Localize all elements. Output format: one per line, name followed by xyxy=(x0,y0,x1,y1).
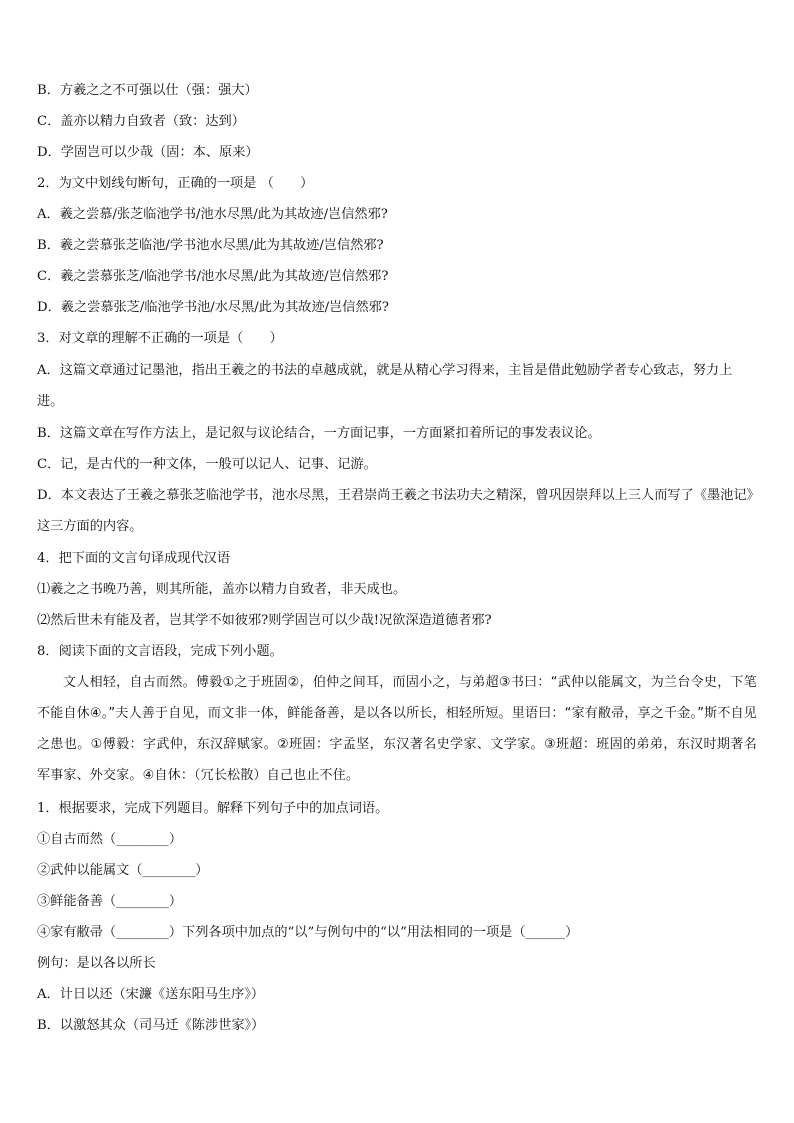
yi-option-b: B．以激怒其众（司马迁《陈涉世家》） xyxy=(37,1018,265,1033)
q3-option-a: A．这篇文章通过记墨池，指出王羲之的书法的卓越成就，就是从精心学习得来，主旨是借此勉励学者专心致志，努力上进。 xyxy=(37,363,733,409)
blank-item-3: ③鲜能备善（________） xyxy=(37,894,183,909)
q2-option-d: D．羲之尝慕张芝/临池学书池/水尽黑/此为其故迹/岂信然邪? xyxy=(37,300,389,315)
q2-option-c: C．羲之尝慕张芝/临池学书/池水尽黑/此为其故迹/岂信然邪? xyxy=(37,269,389,284)
blank-item-4: ④家有敝帚（________）下列各项中加点的“以”与例句中的“以”用法相同的一项是（______） xyxy=(37,925,579,940)
classical-passage: 文人相轻，自古而然。傅毅①之于班固②，伯仲之间耳，而固小之，与弟超③书曰：“武仲以能属文，为兰台令史，下笔不能自休④。”夫人善于自见，而文非一体，鲜能备善，是以各以所长，相轻所短。里语曰：“家有敝帚，享之千金。”斯不自见之患也。①傅毅：字武仲，东汉辞赋家。②班固：字孟坚，东汉著名史学家、文学家。③班超：班固的弟弟，东汉时期著名军事家、外交家。④自休：（冗长松散）自己也止不住。 xyxy=(37,675,757,783)
q3-option-c: C．记，是古代的一种文体，一般可以记人、记事、记游。 xyxy=(37,457,377,472)
q3-option-d: D．本文表达了王羲之慕张芝临池学书，池水尽黑，王君崇尚王羲之书法功夫之精深，曾巩因崇拜以上三人而写了《墨池记》这三方面的内容。 xyxy=(37,488,754,534)
q4-sentence-1: ⑴羲之之书晚乃善，则其所能，盖亦以精力自致者，非天成也。 xyxy=(37,582,407,597)
example-sentence: 例句：是以各以所长 xyxy=(37,956,156,971)
q2-option-b: B．羲之尝慕张芝临池/学书池水尽黑/此为其故迹/岂信然邪? xyxy=(37,238,384,253)
blank-item-2: ②武仲以能属文（________） xyxy=(37,863,209,878)
question-8: 8．阅读下面的文言语段，完成下列小题。 xyxy=(37,644,283,659)
subquestion-1: 1．根据要求，完成下列题目。解释下列句子中的加点词语。 xyxy=(37,801,389,816)
question-3: 3．对文章的理解不正确的一项是（ ） xyxy=(37,331,283,346)
option-d-line: D．学固岂可以少哉（固：本、原来） xyxy=(37,145,259,160)
blank-item-1: ①自古而然（________） xyxy=(37,832,183,847)
option-c-line: C．盖亦以精力自致者（致：达到） xyxy=(37,114,245,129)
question-2: 2．为文中划线句断句，正确的一项是 （ ） xyxy=(37,176,314,191)
q4-sentence-2: ⑵然后世未有能及者，岂其学不如彼邪?则学固岂可以少哉!况欲深造道德者邪? xyxy=(37,613,492,628)
q3-option-b: B．这篇文章在写作方法上，是记叙与议论结合，一方面记事，一方面紧扣着所记的事发表议论。 xyxy=(37,426,601,441)
question-4: 4．把下面的文言句译成现代汉语 xyxy=(37,551,231,566)
q2-option-a: A．羲之尝慕/张芝临池学书/池水尽黑/此为其故迹/岂信然邪? xyxy=(37,207,388,222)
option-b-line: B．方羲之之不可强以仕（强：强大） xyxy=(37,83,258,98)
yi-option-a: A．计日以还（宋濂《送东阳马生序》） xyxy=(37,987,265,1002)
